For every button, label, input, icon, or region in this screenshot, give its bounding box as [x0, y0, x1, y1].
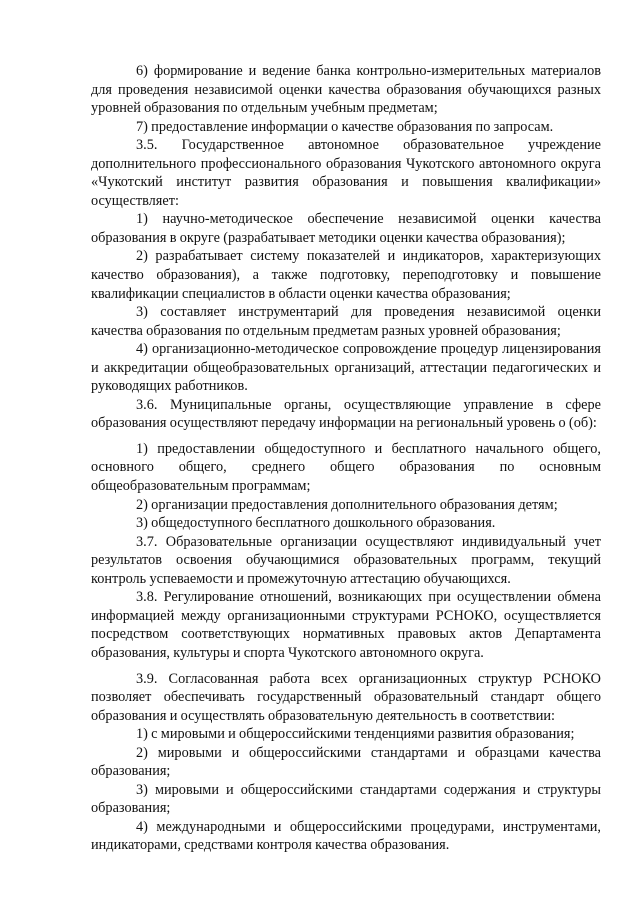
paragraph-item-7-info: 7) предоставление информации о качестве образования по запросам. — [136, 118, 554, 135]
paragraph-3-5-item-3: 3) составляет инструментарий для проведения независимой оценки качества образования по отдельным предметам разных уровней образования; — [91, 304, 601, 339]
paragraph-item-6-bank: 6) формирование и ведение банка контрольно-измерительных материалов для проведения независимой оценки качества образования обучающихся разных уровней образования по отдельным учебным предметам; — [91, 63, 601, 117]
paragraph-3-5: 3.5. Государственное автономное образовательное учреждение дополнительного профессионального образования Чукотского автономного округа «Чукотский институт развития образования и повышения квалификации» осуществляет: — [91, 137, 601, 209]
paragraph-3-9-item-2: 2) мировыми и общероссийскими стандартами и образцами качества образования; — [91, 744, 601, 780]
paragraph-3-8: 3.8. Регулирование отношений, возникающих при осуществлении обмена информацией между организационными структурами РСНОКО, осуществляется посредством соответствующих нормативных правовых актов Департамента образования, культуры и спорта Чукотского автономного округа. — [91, 589, 601, 661]
paragraph-3-9-item-1: 1) с мировыми и общероссийскими тенденциями развития образования; — [136, 726, 575, 743]
paragraph-3-7: 3.7. Образовательные организации осуществляют индивидуальный учет результатов освоения обучающимися образовательных программ, текущий контроль успеваемости и промежуточную аттестацию обучающихся. — [91, 533, 601, 587]
paragraph-3-5-item-4: 4) организационно-методическое сопровождение процедур лицензирования и аккредитации общеобразовательных организаций, аттестации педагогических и руководящих работников. — [91, 341, 601, 395]
paragraph-3-9-item-3: 3) мировыми и общероссийскими стандартами содержания и структуры образования; — [91, 781, 601, 817]
document-page — [91, 62, 601, 855]
paragraph-3-9-item-4: 4) международными и общероссийскими процедурами, инструментами, индикаторами, средствами контроля качества образования. — [91, 818, 601, 854]
paragraph-3-9: 3.9. Согласованная работа всех организационных структур РСНОКО позволяет обеспечивать государственный образовательный стандарт общего образования и осуществлять образовательную деятельность в соответствии: — [91, 670, 601, 724]
paragraph-3-6-item-3: 3) общедоступного бесплатного дошкольного образования. — [136, 515, 496, 532]
paragraph-3-6: 3.6. Муниципальные органы, осуществляющие управление в сфере образования осуществляют передачу информации на региональный уровень о (об): — [91, 396, 601, 432]
paragraph-3-5-item-1: 1) научно-методическое обеспечение независимой оценки качества образования в округе (разрабатывает методики оценки качества образования); — [91, 211, 601, 246]
paragraph-3-5-item-2: 2) разрабатывает систему показателей и индикаторов, характеризующих качество образования), а также подготовку, переподготовку и повышение квалификации специалистов в области оценки качества образования; — [91, 248, 601, 302]
paragraph-3-6-item-1: 1) предоставлении общедоступного и бесплатного начального общего, основного общего, среднего общего образования по основным общеобразовательным программам; — [91, 440, 601, 495]
paragraph-3-6-item-2: 2) организации предоставления дополнительного образования детям; — [136, 496, 558, 513]
